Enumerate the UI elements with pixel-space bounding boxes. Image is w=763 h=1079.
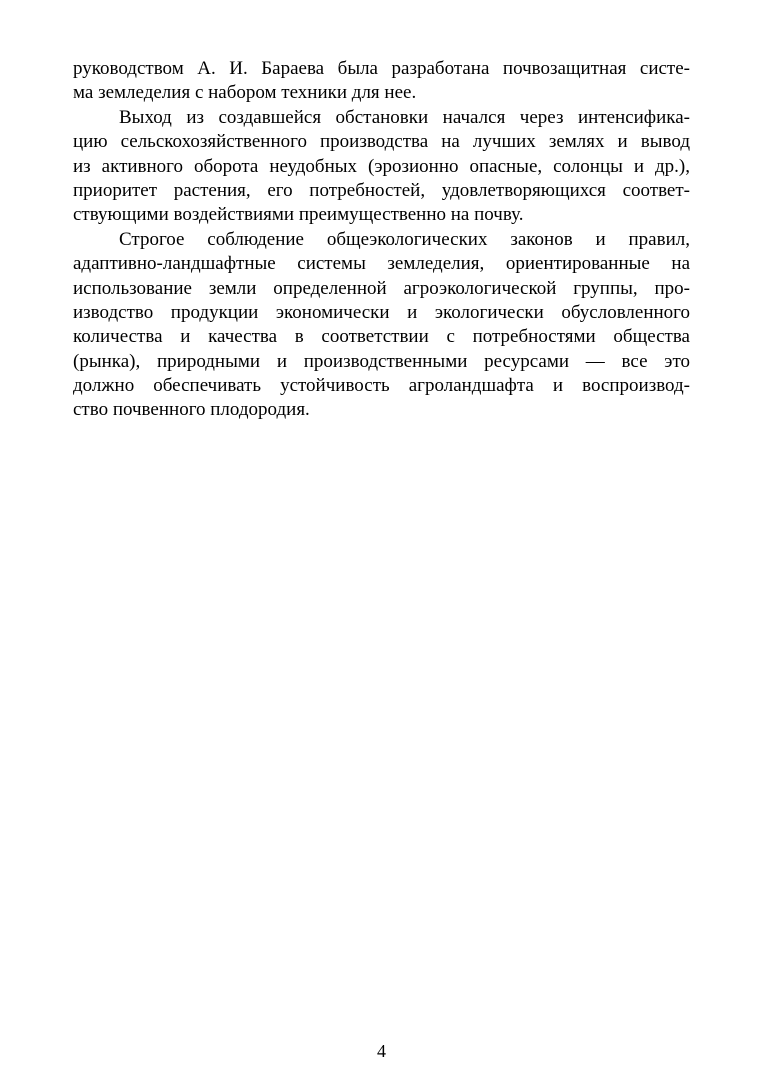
text-line: руководством А. И. Бараева была разработана почвозащитная систе-	[73, 58, 690, 79]
text-line: из активного оборота неудобных (эрозионно опасные, солонцы и др.),	[73, 155, 690, 177]
text-line: должно обеспечивать устойчивость агроландшафта и воспроизвод-	[73, 375, 690, 397]
text-line: приоритет растения, его потребностей, удовлетворяющихся соответ-	[73, 179, 690, 201]
text-line: использование земли определенной агроэкологической группы, про-	[73, 277, 690, 299]
text-line: ство почвенного плодородия.	[73, 399, 310, 421]
text-line: цию сельскохозяйственного производства на лучших землях и вывод	[73, 131, 690, 153]
text-line: изводство продукции экономически и экологически обусловленного	[73, 301, 690, 323]
text-line: ма земледелия с набором техники для нее.	[73, 82, 417, 104]
text-line: количества и качества в соответствии с потребностями общества	[73, 326, 690, 348]
text-line: Строгое соблюдение общеэкологических законов и правил,	[119, 228, 690, 250]
text-line: адаптивно-ландшафтные системы земледелия, ориентированные на	[73, 253, 690, 275]
body-text	[73, 57, 690, 423]
page-number: 4	[377, 1041, 386, 1061]
text-line: Выход из создавшейся обстановки начался через интенсифика-	[119, 106, 690, 128]
text-line: (рынка), природными и производственными ресурсами — все это	[73, 350, 690, 372]
text-line: ствующими воздействиями преимущественно на почву.	[73, 204, 524, 226]
